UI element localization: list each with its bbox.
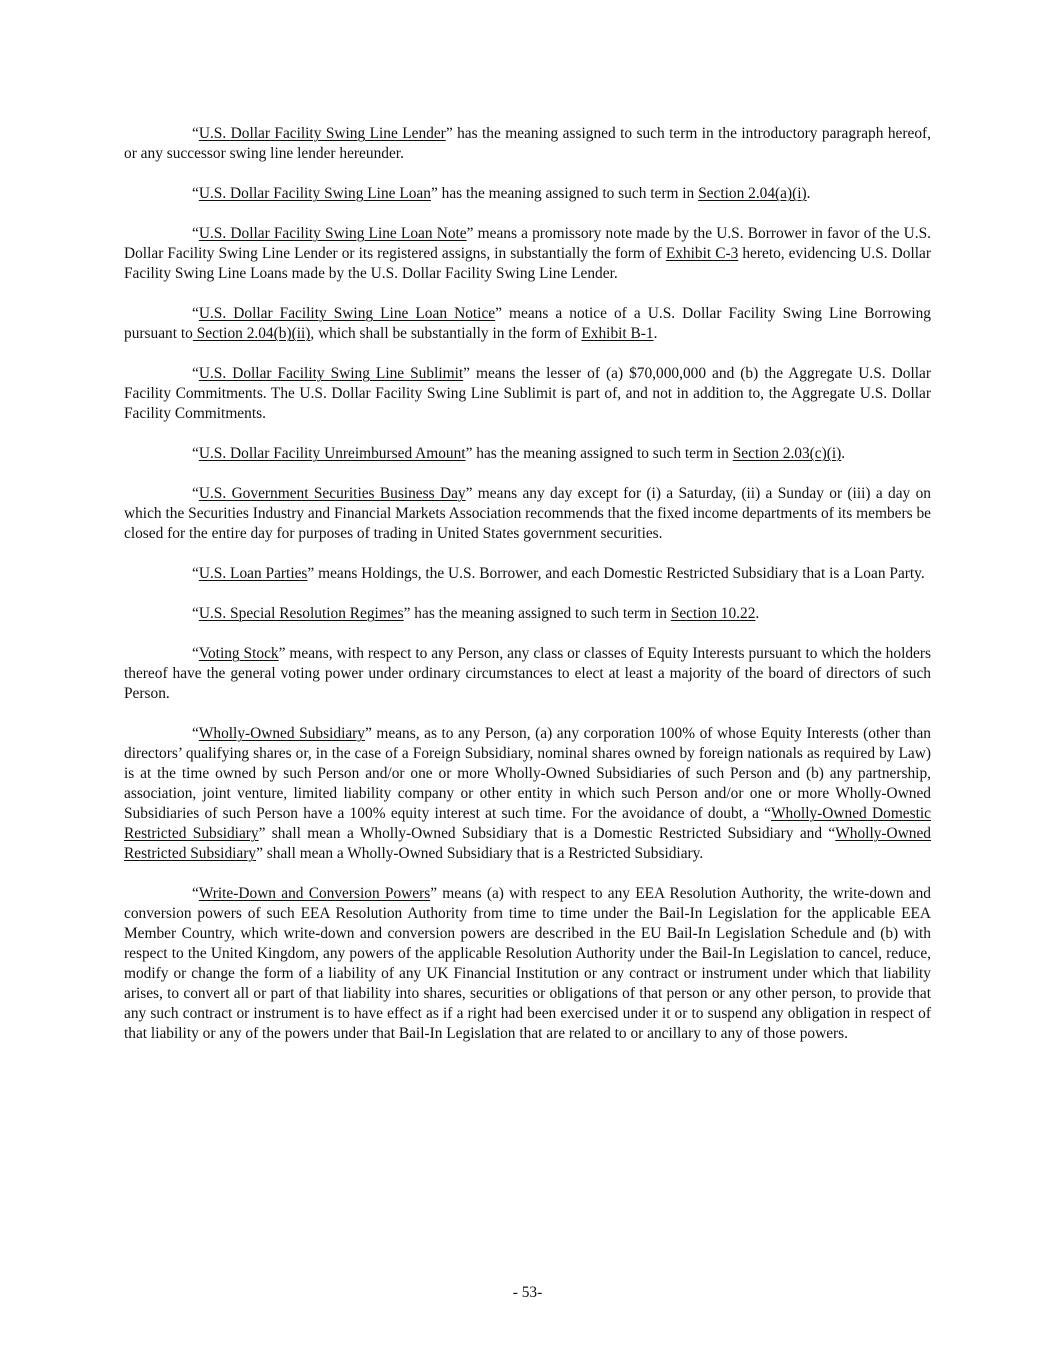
definition-us-government-securities-business-day	[124, 484, 931, 544]
definition-text: “	[192, 305, 199, 322]
definition-us-loan-parties	[124, 564, 931, 584]
defined-term: Exhibit B-1	[581, 325, 654, 342]
definition-us-dollar-facility-swing-line-loan-note	[124, 224, 931, 284]
defined-term: Wholly-Owned Restricted Subsidiary	[124, 825, 931, 862]
definition-text: ” has the meaning assigned to such term in	[403, 605, 671, 622]
definition-text: “	[192, 605, 199, 622]
definition-text: hereto, evidencing U.S. Dollar Facility Swing Line Loans made by the U.S. Dollar Facility Swing Line Lender.	[124, 245, 931, 282]
defined-term: Section 10.22	[670, 605, 756, 622]
definition-text: “	[192, 645, 199, 662]
definition-text: “	[192, 225, 199, 242]
definition-us-dollar-facility-swing-line-loan-notice	[124, 304, 931, 344]
definition-text: ” means a notice of a U.S. Dollar Facility Swing Line Borrowing pursuant to	[124, 305, 931, 342]
definition-text: “	[192, 445, 199, 462]
definition-wholly-owned-subsidiary	[124, 724, 931, 864]
definition-text: .	[653, 325, 658, 342]
definition-text: .	[755, 605, 760, 622]
defined-term: Section 2.04(b)(ii)	[192, 325, 311, 342]
definition-us-special-resolution-regimes	[124, 604, 931, 624]
definition-text: ” has the meaning assigned to such term in	[430, 185, 699, 202]
definition-text: ” means a promissory note made by the U.S. Borrower in favor of the U.S. Dollar Facility Swing Line Lender or its registered assigns, in substantially the form of	[124, 225, 931, 262]
defined-term: U.S. Dollar Facility Swing Line Loan	[198, 185, 431, 202]
definition-us-dollar-facility-unreimbursed-amount	[124, 444, 931, 464]
page-number: - 53-	[512, 1284, 543, 1301]
defined-term: Voting Stock	[198, 645, 279, 662]
defined-term: Wholly-Owned Subsidiary	[198, 725, 365, 742]
definition-text: ” means the lesser of (a) $70,000,000 and (b) the Aggregate U.S. Dollar Facility Commitments. The U.S. Dollar Facility Swing Line Sublimit is part of, and not in addition to, the Aggregate U.S. Dollar Facility Commitments.	[124, 365, 931, 422]
definition-text: “	[192, 365, 199, 382]
definition-text: ” means Holdings, the U.S. Borrower, and each Domestic Restricted Subsidiary that is a Loan Party.	[307, 565, 925, 582]
definition-text: “	[192, 185, 199, 202]
definition-text: “	[192, 485, 199, 502]
definition-text: ” means (a) with respect to any EEA Resolution Authority, the write-down and conversion powers of such EEA Resolution Authority from time to time under the Bail-In Legislation for the applicable EEA Member Country, which write-down and conversion powers are described in the EU Bail-In Legislation Schedule and (b) with respect to the United Kingdom, any powers of the applicable Resolution Authority under the Bail-In Legislation to cancel, reduce, modify or change the form of a liability of any UK Financial Institution or any contract or instrument under which that liability arises, to convert all or part of that liability into shares, securities or obligations of that person or any other person, to provide that any such contract or instrument is to have effect as if a right had been exercised under it or to suspend any obligation in respect of that liability or any of the powers under that Bail-In Legislation that are related to or ancillary to any of those powers.	[124, 885, 931, 1042]
defined-term: U.S. Government Securities Business Day	[198, 485, 466, 502]
definition-us-dollar-facility-swing-line-loan	[124, 184, 931, 204]
definition-us-dollar-facility-swing-line-lender	[124, 124, 931, 164]
definition-text: “	[192, 725, 199, 742]
defined-term: U.S. Dollar Facility Unreimbursed Amount	[198, 445, 466, 462]
defined-term: Section 2.03(c)(i)	[732, 445, 842, 462]
definition-us-dollar-facility-swing-line-sublimit	[124, 364, 931, 424]
definition-text: ” shall mean a Wholly-Owned Subsidiary that is a Domestic Restricted Subsidiary and “	[258, 825, 836, 842]
defined-term: U.S. Dollar Facility Swing Line Lender	[198, 125, 446, 142]
definition-text: “	[192, 885, 199, 902]
definition-voting-stock	[124, 644, 931, 704]
definition-text: “	[192, 125, 199, 142]
definition-text: ” has the meaning assigned to such term in the introductory paragraph hereof, or any successor swing line lender hereunder.	[124, 125, 931, 162]
definition-text: ” means, as to any Person, (a) any corporation 100% of whose Equity Interests (other than directors’ qualifying shares or, in the case of a Foreign Subsidiary, nominal shares owned by foreign nationals as required by Law) is at the time owned by such Person and/or one or more Wholly-Owned Subsidiaries of such Person and (b) any partnership, association, joint venture, limited liability company or other entity in which such Person and/or one or more Wholly-Owned Subsidiaries of such Person have a 100% equity interest at such time. For the avoidance of doubt, a “	[124, 725, 931, 822]
defined-term: Write-Down and Conversion Powers	[198, 885, 431, 902]
definition-text: ” means any day except for (i) a Saturday, (ii) a Sunday or (iii) a day on which the Securities Industry and Financial Markets Association recommends that the fixed income departments of its members be closed for the entire day for purposes of trading in United States government securities.	[124, 485, 931, 542]
defined-term: U.S. Loan Parties	[198, 565, 308, 582]
defined-term: U.S. Dollar Facility Swing Line Loan Notice	[198, 305, 496, 322]
definition-write-down-and-conversion-powers	[124, 884, 931, 1044]
definition-text: ” has the meaning assigned to such term in	[465, 445, 733, 462]
definition-text: .	[806, 185, 811, 202]
defined-term: U.S. Dollar Facility Swing Line Loan Note	[198, 225, 467, 242]
defined-term: U.S. Special Resolution Regimes	[198, 605, 404, 622]
definition-text: , which shall be substantially in the form of	[310, 325, 582, 342]
definition-text: ” means, with respect to any Person, any class or classes of Equity Interests pursuant to which the holders thereof have the general voting power under ordinary circumstances to elect at least a majority of the board of directors of such Person.	[124, 645, 931, 702]
defined-term: Section 2.04(a)(i)	[698, 185, 807, 202]
defined-term: Exhibit C-3	[665, 245, 739, 262]
document-body	[124, 124, 931, 1064]
defined-term: U.S. Dollar Facility Swing Line Sublimit	[198, 365, 464, 382]
defined-term: Wholly-Owned Domestic Restricted Subsidiary	[124, 805, 931, 842]
definition-text: “	[192, 565, 199, 582]
definition-text: .	[841, 445, 846, 462]
definition-text: ” shall mean a Wholly-Owned Subsidiary that is a Restricted Subsidiary.	[256, 845, 704, 862]
